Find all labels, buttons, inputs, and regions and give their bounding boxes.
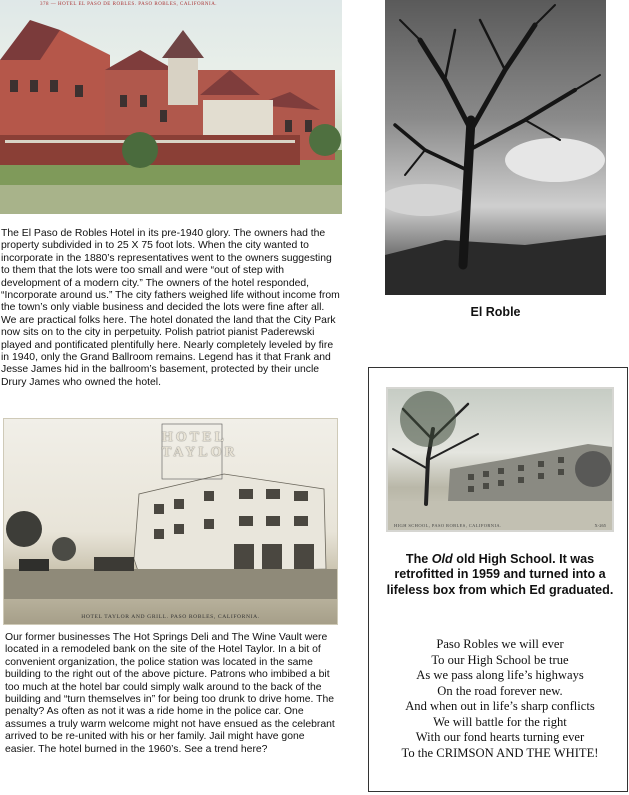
hotel-el-paso-de-robles-photo [0,0,342,214]
song-line: To the CRIMSON AND THE WHITE! [401,745,599,760]
hotel-taylor-sign [162,430,238,460]
song-line: And when out in life’s sharp conflicts [405,699,595,713]
hotel-taylor-photo [3,418,338,625]
school-text-before: The [405,552,432,566]
song-line: We will battle for the right [433,714,567,729]
song-line: To our High School be true [431,652,569,667]
song-line: Paso Robles we will ever [436,637,564,651]
song-line: On the road forever new. [437,683,563,698]
hotel-illustration [0,0,342,214]
old-high-school-photo [386,387,614,532]
el-roble-caption: El Roble [470,305,521,319]
hotel-taylor-postcard-caption: HOTEL TAYLOR AND GRILL. PASO ROBLES, CALIFORNIA. [81,614,260,620]
school-postcard-number: X-265 [594,523,606,528]
old-high-school-text [380,552,620,598]
school-text-after: old High School. It was retrofitted in 1959 and turned into a lifeless box from which Ed graduated. [386,552,614,597]
school-song [380,637,620,761]
high-school-illustration [388,389,612,530]
hotel-taylor-sign-line1: HOTEL [162,430,227,445]
song-line: With our fond hearts turning ever [415,730,585,744]
hotel-taylor-sign-line2: TAYLOR [162,445,238,460]
hotel-taylor-paragraph: Our former businesses The Hot Springs Deli and The Wine Vault were located in a remodeled bank on the site of the Hotel Taylor. In a bit of convenient organization, the police station was located in the same building to the right out of the above picture. Patrons who imbibed a bit too much at the hotel bar could simply walk around to the back of the building and “turn themselves in” for being too drunk to drive home. The penalty? As often as not it was a ride home in the police car. One assumes a truly warm welcome might not have ensued as the celebrant arrived to be re-united with his or her family. Jail might have gone easier. The hotel burned in the 1960’s. See a trend here? [5,632,335,755]
oak-tree-illustration [385,0,606,295]
hotel-history-paragraph: The El Paso de Robles Hotel in its pre-1940 glory. The owners had the property subdivided in to 25 X 75 foot lots. When the city wanted to incorporate in the 1880’s representatives went to the owners suggesting to them that the lots were too small and were “out of step with development of a modern city.” The owners of the hotel responded, “Incorporate around us.” The city fathers weighed life without income from the town’s only viable business and decided the lots were fine after all. We are practical folks here. The hotel donated the land that the City Park now sits on to the city in perpetuity. Polish patriot pianist Paderewski played and pontificated plentifully here. Nearly completely leveled by fire in 1940, only the Grand Ballroom remains. Legend has it that Frank and Jesse James hid in the ballroom’s basement, protected by their uncle Drury James who owned the hotel. [1,228,340,388]
hotel-postcard-caption: 378 — HOTEL EL PASO DE ROBLES. PASO ROBLES, CALIFORNIA. [40,2,218,7]
song-line: As we pass along life’s highways [416,668,584,682]
school-postcard-caption: HIGH SCHOOL, PASO ROBLES, CALIFORNIA. [394,523,502,528]
el-roble-tree-photo [385,0,606,295]
school-text-italic: Old [431,552,453,566]
